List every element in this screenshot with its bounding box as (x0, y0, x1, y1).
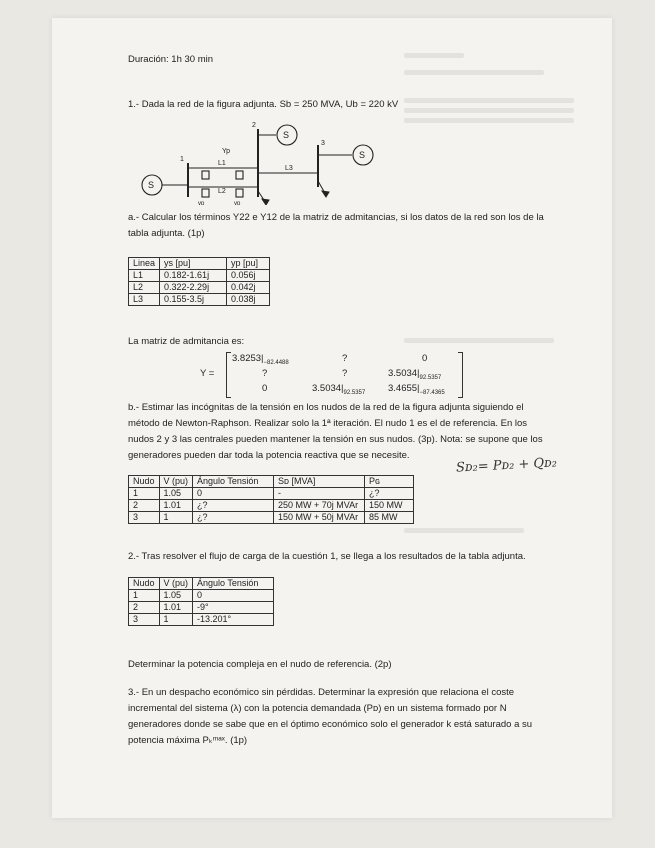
table-header-cell: ys [pu] (160, 258, 227, 270)
table-header-cell: yp [pu] (227, 258, 270, 270)
table-cell: 2 (129, 602, 160, 614)
bleed-through-mark (404, 70, 544, 75)
question-3-text: 3.- En un despacho económico sin pérdidas. Determinar la expresión que relaciona el coste incremental del sistema (λ) con la potencia demandada (Pᴅ) en un sistema formado por N generadores donde se sabe que en el óptimo económico solo el generador k está saturado a su potencia máxima Pₖᵐᵃˣ. (1p) (128, 687, 533, 746)
matrix-right-bracket (458, 352, 463, 398)
table-row (129, 512, 414, 524)
generator-3-symbol: S (359, 150, 366, 160)
node-label-3: 3 (321, 140, 325, 147)
matrix-cell-r3c1: 0 (262, 383, 268, 394)
table-cell: 0.042j (227, 282, 270, 294)
matrix-cell-r3c2: $3.5034|_{92.5357}$ (312, 383, 366, 396)
table-cell: 0 (193, 488, 274, 500)
table-row (129, 282, 270, 294)
table-cell: L1 (129, 270, 160, 282)
table-cell: 0.155-3.5j (160, 294, 227, 306)
table-cell: -9° (193, 602, 274, 614)
table-cell: -13.201° (193, 614, 274, 626)
node-label-1: 1 (180, 156, 184, 163)
handwritten-note: Sᴅ₂= Pᴅ₂ + Qᴅ₂ (455, 455, 558, 476)
table-header-cell: Linea (129, 258, 160, 270)
table-cell: 1.01 (159, 602, 193, 614)
duration-text: Duración: 1h 30 min (128, 54, 214, 65)
table-cell: 85 MW (365, 512, 414, 524)
table-cell: - (274, 488, 365, 500)
table-header-cell: Nudo (129, 476, 160, 488)
node-data-table (128, 475, 414, 524)
shunt-l2-left-icon (202, 189, 209, 197)
table-row (129, 590, 274, 602)
table-cell: ¿? (193, 500, 274, 512)
table-row (129, 294, 270, 306)
bleed-through-mark (404, 98, 574, 103)
table-cell: 1.01 (159, 500, 193, 512)
bleed-through-mark (404, 528, 524, 533)
table-header-cell: Pɢ (365, 476, 414, 488)
table-cell: 1 (159, 512, 193, 524)
matrix-intro-text: La matriz de admitancia es: (128, 336, 245, 347)
matrix-cell-r1c3: 0 (422, 353, 428, 364)
matrix-cell-r1c2: ? (342, 353, 348, 364)
table-header-cell: Nudo (129, 578, 160, 590)
table-row (129, 602, 274, 614)
question-2-text: Determinar la potencia compleja en el nudo de referencia. (2p) (128, 659, 392, 670)
question-1a-text: a.- Calcular los términos Y22 e Y12 de la matriz de admitancias, si los datos de la red son los de la tabla adjunta. (1p) (128, 212, 544, 239)
table-header-cell: Sᴅ [MVA] (274, 476, 365, 488)
matrix-cell-r3c3: $3.4655|_{-87.4365}$ (388, 383, 445, 396)
table-cell: 1.05 (159, 488, 193, 500)
results-table (128, 577, 274, 626)
table-header-cell: V (pu) (159, 578, 193, 590)
line-label-l3: L3 (285, 165, 293, 172)
table-header-cell: Ángulo Tensión (193, 476, 274, 488)
matrix-label: Y = (200, 368, 215, 379)
matrix-cell-r2c2: ? (342, 368, 348, 379)
shunt-l1-left-icon (202, 171, 209, 179)
admittance-matrix (200, 352, 470, 396)
bleed-through-mark (404, 118, 574, 123)
shunt-l1-right-icon (236, 171, 243, 179)
shunt-sub-label-left: yp (198, 201, 205, 205)
bleed-through-mark (404, 108, 574, 113)
generator-2-symbol: S (283, 130, 290, 140)
table-cell: L3 (129, 294, 160, 306)
shunt-label: Yp (222, 148, 231, 155)
matrix-cell-r2c3: $3.5034|_{92.5357}$ (388, 368, 442, 381)
table-cell: 3 (129, 614, 160, 626)
matrix-left-bracket (226, 352, 231, 398)
bleed-through-mark (404, 53, 464, 58)
question-2-title: 2.- Tras resolver el flujo de carga de la cuestión 1, se llega a los resultados de la tabla adjunta. (128, 551, 526, 562)
table-cell: 0.038j (227, 294, 270, 306)
table-cell: L2 (129, 282, 160, 294)
matrix-cell-r1c1: $3.8253|_{-82.4488}$ (232, 353, 289, 366)
line-label-l1: L1 (218, 160, 226, 167)
table-cell: 3 (129, 512, 160, 524)
table-row (129, 488, 414, 500)
network-diagram (140, 115, 400, 205)
shunt-sub-label-right: yp (234, 201, 241, 205)
matrix-cell-r2c1: ? (262, 368, 268, 379)
table-cell: ¿? (365, 488, 414, 500)
table-cell: 0.056j (227, 270, 270, 282)
table-cell: ¿? (193, 512, 274, 524)
table-cell: 0 (193, 590, 274, 602)
bleed-through-mark (404, 338, 554, 343)
table-cell: 1.05 (159, 590, 193, 602)
node-label-2: 2 (252, 122, 256, 129)
table-cell: 2 (129, 500, 160, 512)
table-row (129, 614, 274, 626)
table-header-cell: Ángulo Tensión (193, 578, 274, 590)
table-header-row (129, 476, 414, 488)
shunt-l2-right-icon (236, 189, 243, 197)
table-header-cell: V (pu) (159, 476, 193, 488)
question-1-title: 1.- Dada la red de la figura adjunta. Sb = 250 MVA, Ub = 220 kV (128, 99, 399, 110)
question-1b-text: b.- Estimar las incógnitas de la tensión en los nudos de la red de la figura adjunta siguiendo el método de Newton-Raphson. Realizar solo la 1ª iteración. El nudo 1 es el de referencia. En los nudos 2 y 3 las centrales pueden mantener la tensión en sus nudos. (3p). Nota: se supone que los generadores pueden dar toda la potencia reactiva que se necesite. (128, 402, 543, 461)
table-cell: 1 (129, 590, 160, 602)
line-data-table (128, 257, 270, 306)
table-cell: 0.182-1.61j (160, 270, 227, 282)
generator-1-symbol: S (148, 180, 155, 190)
table-row (129, 270, 270, 282)
table-header-row (129, 578, 274, 590)
table-cell: 1 (159, 614, 193, 626)
table-cell: 250 MW + 70j MVAr (274, 500, 365, 512)
table-cell: 150 MW (365, 500, 414, 512)
table-row (129, 500, 414, 512)
load-arrow-2-icon (262, 199, 269, 205)
table-cell: 150 MW + 50j MVAr (274, 512, 365, 524)
line-label-l2: L2 (218, 188, 226, 195)
table-cell: 0.322-2.29j (160, 282, 227, 294)
table-cell: 1 (129, 488, 160, 500)
table-header-row (129, 258, 270, 270)
load-arrow-3-icon (322, 191, 329, 197)
